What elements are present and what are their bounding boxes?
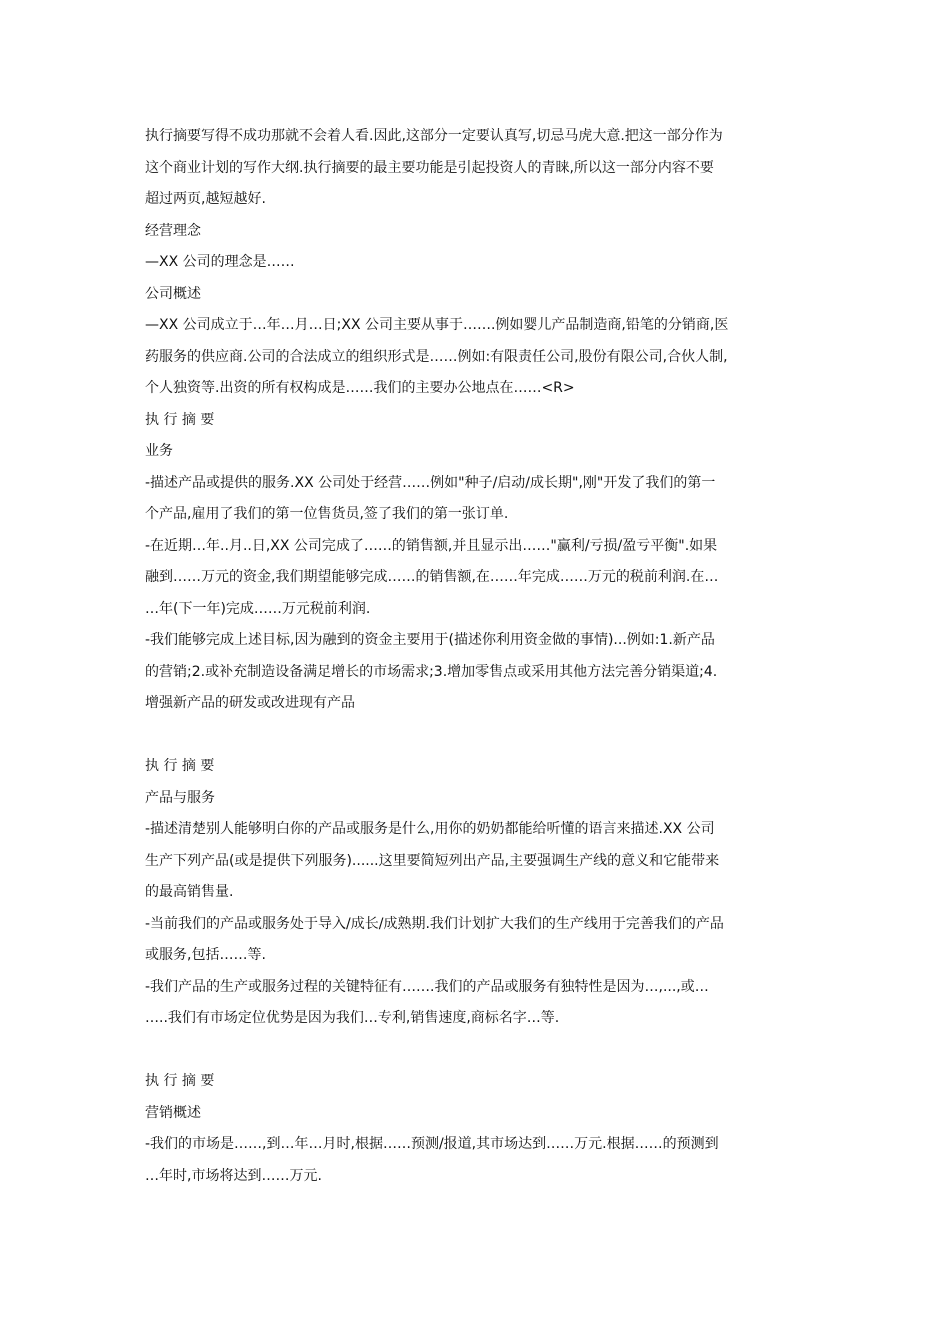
text-line: -描述产品或提供的服务.XX 公司处于经营……例如"种子/启动/成长期",刚"开发了我们的第一 <box>145 474 716 491</box>
text-line: 的营销;2.或补充制造设备满足增长的市场需求;3.增加零售点或采用其他方法完善分销渠道;4. <box>145 663 718 680</box>
text-line: -在近期…年..月..日,XX 公司完成了……的销售额,并且显示出……"赢利/亏损/盈亏平衡".如果 <box>145 537 718 554</box>
text-line: 融到……万元的资金,我们期望能够完成……的销售额,在……年完成……万元的税前利润.在… <box>145 569 719 585</box>
text-line: 公司概述 <box>145 285 201 302</box>
text-line: 药服务的供应商.公司的合法成立的组织形式是……例如:有限责任公司,股份有限公司,合伙人制, <box>145 348 728 365</box>
text-line: 执行摘要写得不成功那就不会着人看.因此,这部分一定要认真写,切忌马虎大意.把这一部分作为 <box>145 128 723 144</box>
text-line: …..我们有市场定位优势是因为我们…专利,销售速度,商标名字…等. <box>145 1010 560 1026</box>
text-line: 个产品,雇用了我们的第一位售货员,签了我们的第一张订单. <box>145 506 509 522</box>
text-line: 执 行 摘 要 <box>145 758 215 774</box>
document-body <box>145 121 815 1192</box>
paragraph-spacer <box>145 1035 815 1067</box>
text-line: 执 行 摘 要 <box>145 1073 215 1089</box>
text-line: -描述清楚别人能够明白你的产品或服务是什么,用你的奶奶都能给听懂的语言来描述.XX 公司 <box>145 821 715 837</box>
text-line: 业务 <box>145 443 173 459</box>
text-line: 经营理念 <box>145 222 201 239</box>
text-line: 增强新产品的研发或改进现有产品 <box>145 695 355 711</box>
text-line: 产品与服务 <box>145 789 215 806</box>
text-line: …年(下一年)完成……万元税前利润. <box>145 600 371 617</box>
paragraph-spacer <box>145 720 815 752</box>
text-line: —XX 公司的理念是…… <box>145 254 295 270</box>
text-line: 这个商业计划的写作大纲.执行摘要的最主要功能是引起投资人的青睐,所以这一部分内容不要 <box>145 159 714 176</box>
text-line: 执 行 摘 要 <box>145 411 215 428</box>
text-line: 或服务,包括……等. <box>145 947 266 963</box>
text-line: 超过两页,越短越好. <box>145 191 266 207</box>
text-line: 个人独资等.出资的所有权构成是……我们的主要办公地点在……<R> <box>145 380 575 396</box>
text-line: 生产下列产品(或是提供下列服务)......这里要简短列出产品,主要强调生产线的意义和它能带来 <box>145 852 720 869</box>
text-line: …年时,市场将达到……万元. <box>145 1167 322 1184</box>
text-line: -当前我们的产品或服务处于导入/成长/成熟期.我们计划扩大我们的生产线用于完善我们的产品 <box>145 915 724 932</box>
text-line: 营销概述 <box>145 1104 201 1121</box>
text-line: -我们能够完成上述目标,因为融到的资金主要用于(描述你利用资金做的事情)...例如:1.新产品 <box>145 632 715 648</box>
text-line: -我们产品的生产或服务过程的关键特征有…….我们的产品或服务有独特性是因为…,...,或… <box>145 978 709 995</box>
text-line: —XX 公司成立于…年…月…日;XX 公司主要从事于…….例如婴儿产品制造商,铅笔的分销商,医 <box>145 317 729 333</box>
text-line: 的最高销售量. <box>145 884 234 900</box>
text-line: -我们的市场是……,到…年…月时,根据……预测/报道,其市场达到……万元.根据……的预测到 <box>145 1136 719 1152</box>
